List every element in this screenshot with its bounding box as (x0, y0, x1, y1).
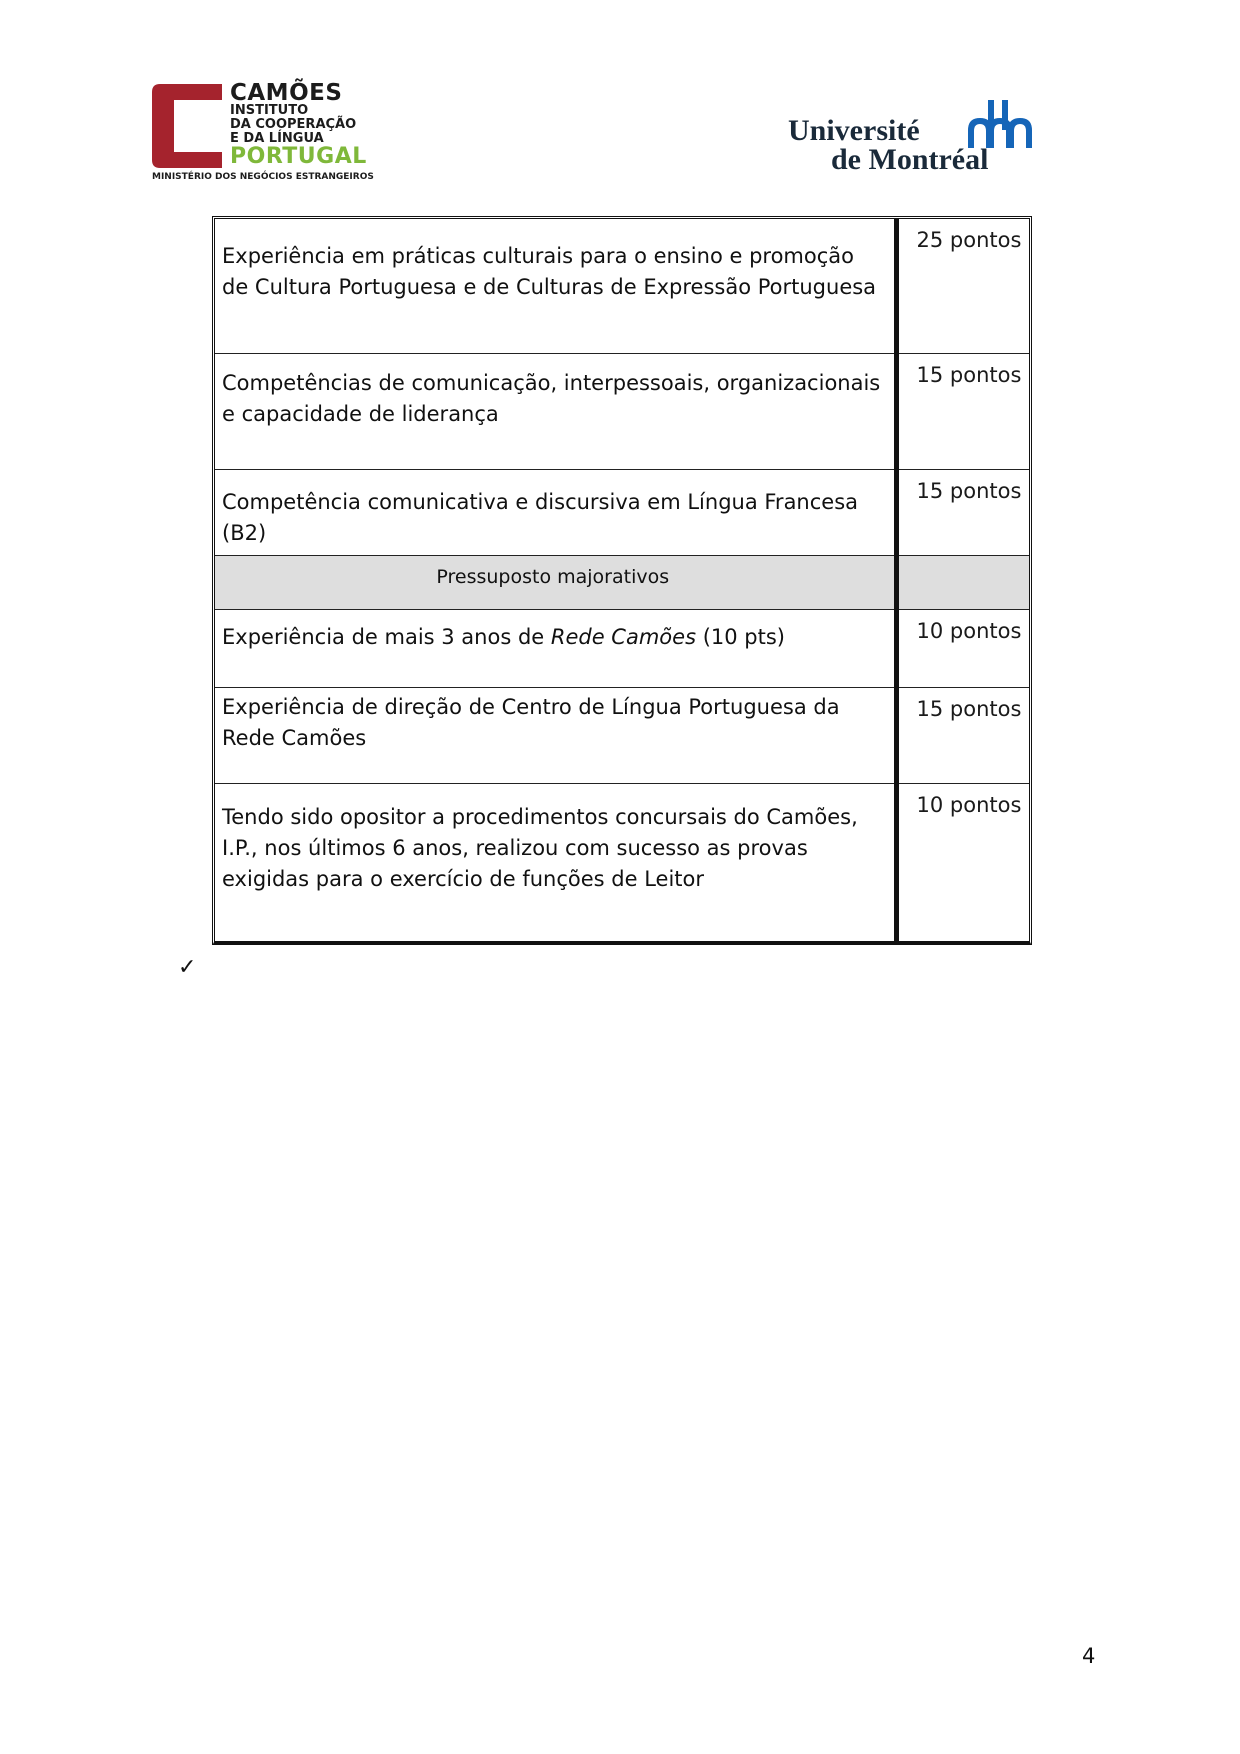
udem-logo (788, 98, 1033, 178)
table-row (215, 353, 1029, 469)
table-row (215, 687, 1029, 783)
camoes-logo-line5: PORTUGAL (230, 144, 367, 169)
camoes-c-logo-icon (152, 84, 222, 168)
camoes-logo-line2: INSTITUTO (230, 103, 309, 118)
camoes-logo-line3: DA COOPERAÇÃO (230, 117, 357, 132)
points-cell: 25 pontos (916, 228, 1022, 252)
criteria-table (212, 216, 1032, 945)
criterion-cell (215, 469, 896, 555)
table-row (215, 469, 1029, 555)
criterion-cell (215, 219, 896, 353)
criterion-text: Competência comunicativa e discursiva em Língua Francesa (B2) (222, 489, 859, 545)
points-cell: 15 pontos (896, 353, 1029, 469)
points-cell: 10 pontos (896, 783, 1029, 941)
criterion-text-part: (10 pts) (696, 624, 785, 649)
criterion-text (222, 610, 884, 653)
table-row (215, 219, 1029, 353)
section-title: Pressuposto majorativos (215, 555, 896, 609)
page-number: 4 (1082, 1644, 1096, 1668)
criterion-text: Experiência de direção de Centro de Língua Portuguesa da Rede Camões (222, 694, 840, 750)
points-cell: 10 pontos (896, 609, 1029, 687)
section-empty-cell (896, 555, 1029, 609)
criterion-cell (215, 783, 896, 941)
checkmark-icon: ✓ (178, 955, 197, 980)
table-row (215, 609, 1029, 687)
camoes-logo-text (230, 82, 367, 168)
criterion-text: Experiência em práticas culturais para o ensino e promoção de Cultura Portuguesa e de Culturas de Expressão Portuguesa (222, 244, 877, 299)
camoes-logo (152, 82, 392, 186)
criterion-text: Tendo sido opositor a procedimentos concursais do Camões, I.P., nos últimos 6 anos, realizou com sucesso as provas exigidas para o exercício de funções de Leitor (222, 804, 858, 891)
criterion-text-italic: Rede Camões (550, 624, 697, 649)
udem-pavilion-icon (968, 100, 1032, 148)
udem-logo-line2: de Montréal (831, 143, 989, 176)
criterion-cell (215, 353, 896, 469)
camoes-logo-ministry: MINISTÉRIO DOS NEGÓCIOS ESTRANGEIROS (152, 172, 374, 182)
section-header-row (215, 555, 1029, 609)
camoes-logo-line4: E DA LÍNGUA (230, 131, 324, 146)
criterion-cell (215, 609, 896, 687)
criterion-text: Competências de comunicação, interpessoais, organizacionais e capacidade de liderança (222, 370, 881, 426)
criterion-text-part: Experiência de mais 3 anos de (222, 624, 551, 649)
points-cell: 15 pontos (896, 687, 1029, 783)
camoes-logo-line1: CAMÕES (230, 80, 343, 106)
udem-logo-text (788, 116, 988, 174)
points-cell: 15 pontos (896, 469, 1029, 555)
udem-logo-line1: Université (788, 114, 920, 147)
table-row (215, 783, 1029, 941)
criterion-cell (215, 687, 896, 783)
